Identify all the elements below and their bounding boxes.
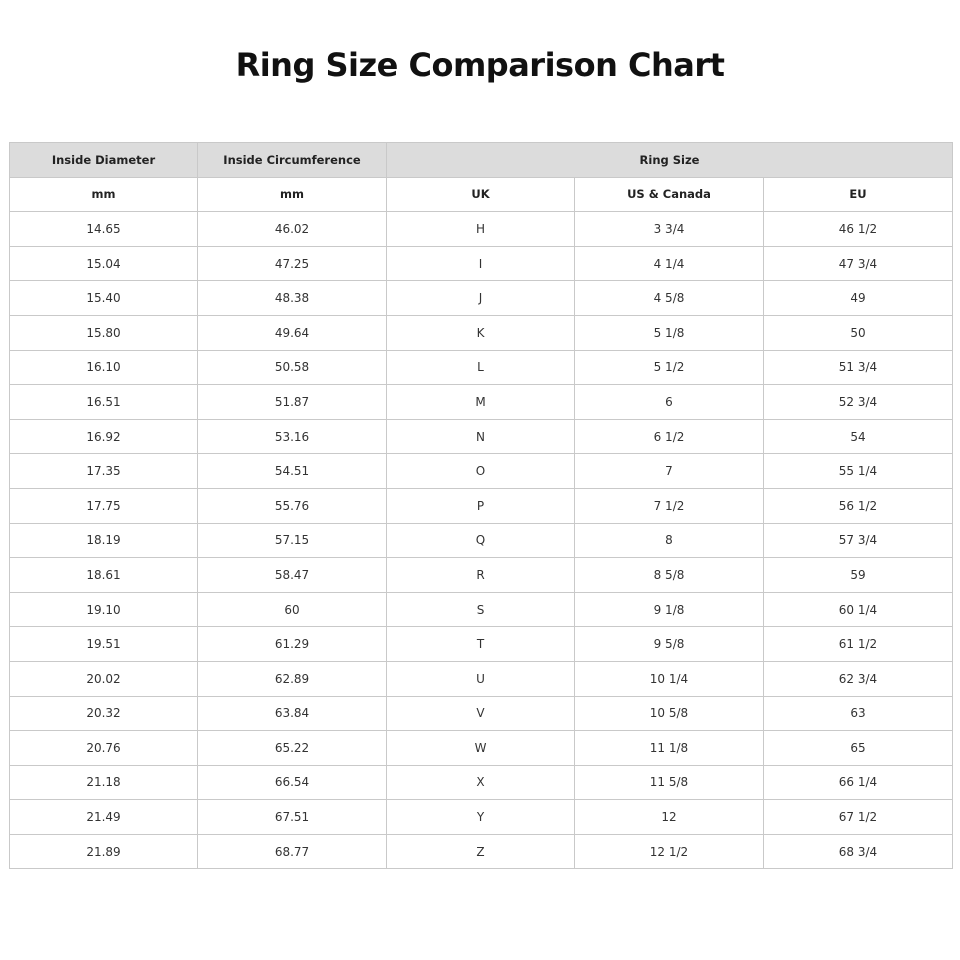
cell-circumference: 60: [198, 592, 387, 627]
cell-us-canada-size: 8: [575, 523, 764, 558]
cell-circumference: 68.77: [198, 834, 387, 869]
cell-us-canada-size: 10 1/4: [575, 661, 764, 696]
cell-uk-size: N: [387, 419, 575, 454]
table-row: [10, 765, 953, 800]
table-row: [10, 419, 953, 454]
header-uk: UK: [387, 177, 575, 212]
cell-eu-size: 60 1/4: [764, 592, 953, 627]
cell-eu-size: 50: [764, 315, 953, 350]
cell-uk-size: U: [387, 661, 575, 696]
cell-uk-size: J: [387, 281, 575, 316]
cell-circumference: 48.38: [198, 281, 387, 316]
cell-diameter: 15.80: [10, 315, 198, 350]
cell-eu-size: 62 3/4: [764, 661, 953, 696]
cell-us-canada-size: 7 1/2: [575, 488, 764, 523]
cell-diameter: 17.75: [10, 488, 198, 523]
table-row: [10, 454, 953, 489]
cell-us-canada-size: 4 5/8: [575, 281, 764, 316]
cell-us-canada-size: 10 5/8: [575, 696, 764, 731]
cell-circumference: 67.51: [198, 800, 387, 835]
cell-diameter: 21.89: [10, 834, 198, 869]
cell-eu-size: 57 3/4: [764, 523, 953, 558]
cell-circumference: 61.29: [198, 627, 387, 662]
header-ring-size: Ring Size: [387, 143, 953, 178]
cell-us-canada-size: 6: [575, 385, 764, 420]
table-row: [10, 834, 953, 869]
cell-circumference: 66.54: [198, 765, 387, 800]
page-title: Ring Size Comparison Chart: [235, 46, 725, 84]
cell-uk-size: H: [387, 212, 575, 247]
cell-eu-size: 66 1/4: [764, 765, 953, 800]
header-eu: EU: [764, 177, 953, 212]
cell-us-canada-size: 4 1/4: [575, 246, 764, 281]
cell-diameter: 15.40: [10, 281, 198, 316]
cell-uk-size: R: [387, 558, 575, 593]
header-inside-circumference: Inside Circumference: [198, 143, 387, 178]
cell-us-canada-size: 7: [575, 454, 764, 489]
cell-eu-size: 68 3/4: [764, 834, 953, 869]
cell-us-canada-size: 9 5/8: [575, 627, 764, 662]
table-row: [10, 315, 953, 350]
cell-uk-size: O: [387, 454, 575, 489]
cell-circumference: 49.64: [198, 315, 387, 350]
cell-us-canada-size: 8 5/8: [575, 558, 764, 593]
cell-diameter: 18.19: [10, 523, 198, 558]
cell-circumference: 51.87: [198, 385, 387, 420]
cell-uk-size: L: [387, 350, 575, 385]
table-row: [10, 592, 953, 627]
cell-eu-size: 67 1/2: [764, 800, 953, 835]
cell-uk-size: S: [387, 592, 575, 627]
cell-circumference: 58.47: [198, 558, 387, 593]
cell-us-canada-size: 11 5/8: [575, 765, 764, 800]
cell-us-canada-size: 11 1/8: [575, 731, 764, 766]
table-row: [10, 246, 953, 281]
cell-diameter: 14.65: [10, 212, 198, 247]
cell-eu-size: 46 1/2: [764, 212, 953, 247]
cell-us-canada-size: 3 3/4: [575, 212, 764, 247]
table-row: [10, 731, 953, 766]
cell-uk-size: K: [387, 315, 575, 350]
cell-uk-size: Z: [387, 834, 575, 869]
cell-circumference: 46.02: [198, 212, 387, 247]
cell-circumference: 57.15: [198, 523, 387, 558]
table-row: [10, 627, 953, 662]
table-row: [10, 800, 953, 835]
cell-diameter: 16.92: [10, 419, 198, 454]
cell-circumference: 54.51: [198, 454, 387, 489]
cell-diameter: 20.76: [10, 731, 198, 766]
cell-circumference: 50.58: [198, 350, 387, 385]
cell-eu-size: 52 3/4: [764, 385, 953, 420]
cell-us-canada-size: 9 1/8: [575, 592, 764, 627]
cell-uk-size: P: [387, 488, 575, 523]
cell-circumference: 62.89: [198, 661, 387, 696]
cell-eu-size: 55 1/4: [764, 454, 953, 489]
cell-uk-size: W: [387, 731, 575, 766]
table-row: [10, 281, 953, 316]
cell-diameter: 20.02: [10, 661, 198, 696]
cell-diameter: 21.49: [10, 800, 198, 835]
table-row: [10, 696, 953, 731]
cell-diameter: 18.61: [10, 558, 198, 593]
cell-uk-size: Y: [387, 800, 575, 835]
cell-uk-size: X: [387, 765, 575, 800]
cell-uk-size: M: [387, 385, 575, 420]
cell-us-canada-size: 12: [575, 800, 764, 835]
ring-size-table: [9, 142, 953, 869]
header-us-canada: US & Canada: [575, 177, 764, 212]
cell-diameter: 16.51: [10, 385, 198, 420]
cell-diameter: 17.35: [10, 454, 198, 489]
header-diameter-unit: mm: [10, 177, 198, 212]
cell-us-canada-size: 5 1/2: [575, 350, 764, 385]
cell-us-canada-size: 5 1/8: [575, 315, 764, 350]
table-row: [10, 385, 953, 420]
cell-eu-size: 63: [764, 696, 953, 731]
cell-eu-size: 47 3/4: [764, 246, 953, 281]
cell-uk-size: Q: [387, 523, 575, 558]
group-header-row: [10, 143, 953, 178]
cell-diameter: 21.18: [10, 765, 198, 800]
header-inside-diameter: Inside Diameter: [10, 143, 198, 178]
cell-uk-size: V: [387, 696, 575, 731]
cell-circumference: 65.22: [198, 731, 387, 766]
cell-circumference: 63.84: [198, 696, 387, 731]
table-row: [10, 661, 953, 696]
table-row: [10, 558, 953, 593]
cell-eu-size: 56 1/2: [764, 488, 953, 523]
table-row: [10, 350, 953, 385]
cell-diameter: 20.32: [10, 696, 198, 731]
cell-circumference: 53.16: [198, 419, 387, 454]
cell-eu-size: 51 3/4: [764, 350, 953, 385]
cell-eu-size: 54: [764, 419, 953, 454]
cell-circumference: 47.25: [198, 246, 387, 281]
cell-us-canada-size: 6 1/2: [575, 419, 764, 454]
cell-diameter: 15.04: [10, 246, 198, 281]
cell-uk-size: T: [387, 627, 575, 662]
header-circumference-unit: mm: [198, 177, 387, 212]
table-row: [10, 488, 953, 523]
cell-us-canada-size: 12 1/2: [575, 834, 764, 869]
table-row: [10, 523, 953, 558]
cell-diameter: 16.10: [10, 350, 198, 385]
cell-diameter: 19.10: [10, 592, 198, 627]
cell-diameter: 19.51: [10, 627, 198, 662]
cell-eu-size: 49: [764, 281, 953, 316]
cell-eu-size: 59: [764, 558, 953, 593]
cell-uk-size: I: [387, 246, 575, 281]
table-body: [10, 212, 953, 869]
table-row: [10, 212, 953, 247]
cell-eu-size: 65: [764, 731, 953, 766]
unit-header-row: [10, 177, 953, 212]
cell-eu-size: 61 1/2: [764, 627, 953, 662]
cell-circumference: 55.76: [198, 488, 387, 523]
